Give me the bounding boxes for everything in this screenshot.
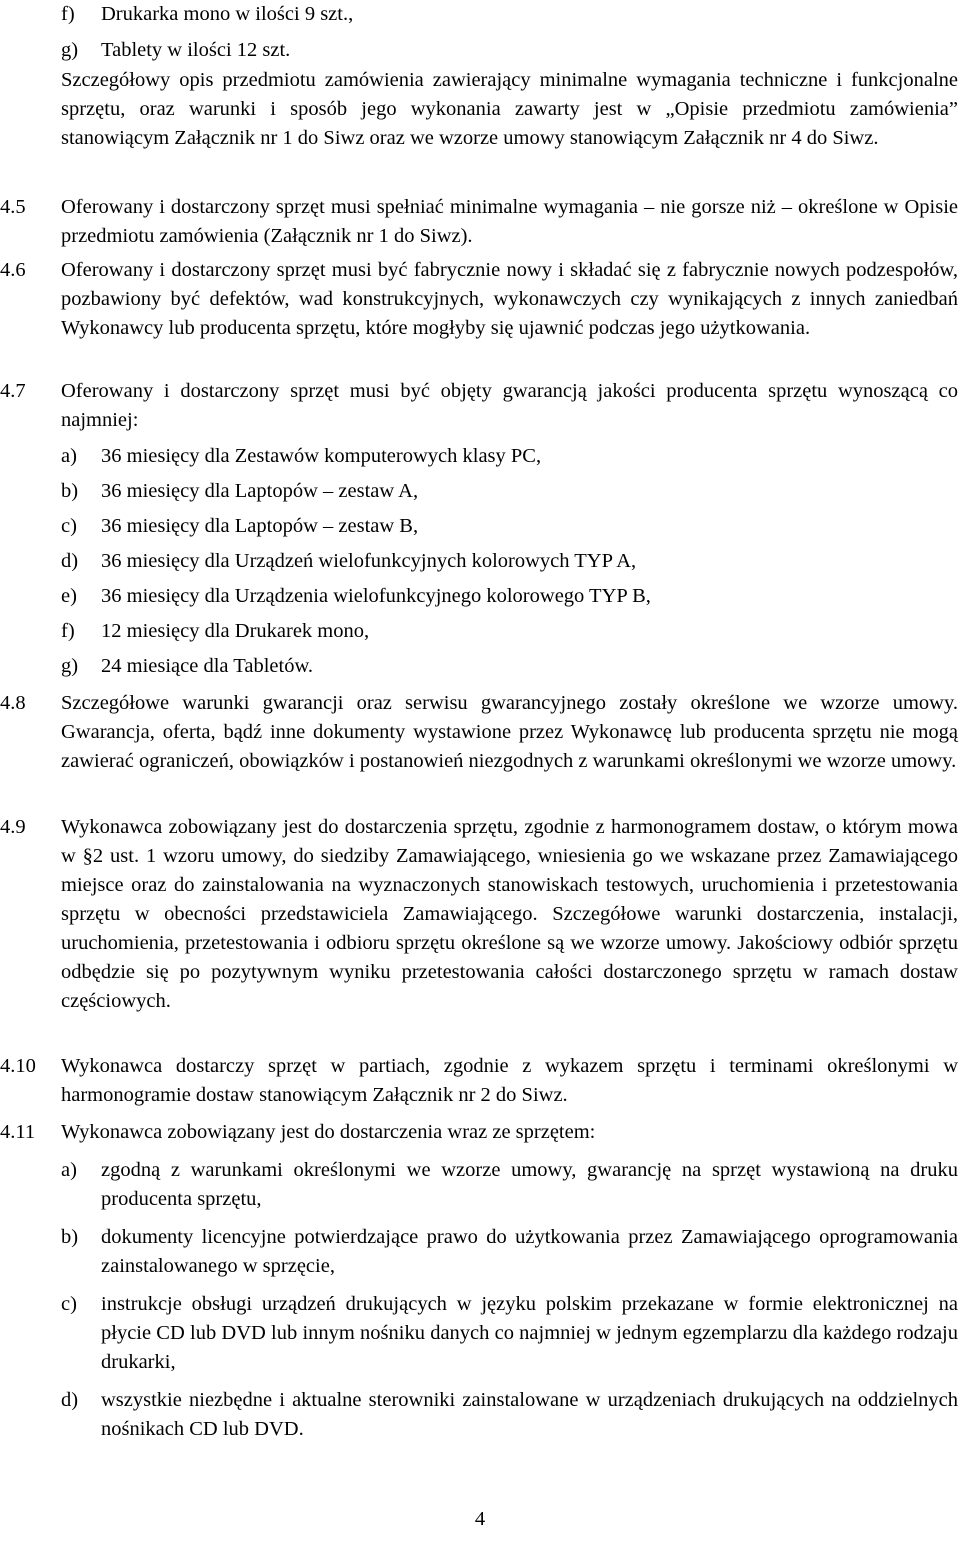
item-text: dokumenty licencyjne potwierdzające prawo do użytkowania przez Zamawiającego oprogramowania zainstalowanego w sprzęcie, <box>101 1226 958 1277</box>
item-text: 36 miesięcy dla Laptopów – zestaw A, <box>101 480 419 502</box>
intro-paragraph <box>0 66 958 153</box>
section-text: Wykonawca zobowiązany jest do dostarczenia sprzętu, zgodnie z harmonogramem dostaw, o którym mowa w §2 ust. 1 wzoru umowy, do siedziby Zamawiającego, wniesienia go we wskazane przez Zamawiającego miejsce oraz do zainstalowania na wyznaczonych stanowiskach testowych, uruchomienia i przetestowania sprzętu w obecności przedstawiciela Zamawiającego. Szczegółowe warunki dostarczenia, instalacji, uruchomienia, przetestowania i odbioru sprzętu określone są we wzorze umowy. Jakościowy odbiór sprzętu odbędzie się po pozytywnym wyniku przetestowania całości dostarczonego sprzętu w ramach dostaw częściowych. <box>61 816 958 1012</box>
item-letter: d) <box>61 1389 79 1411</box>
list-item <box>61 36 958 65</box>
list-item <box>61 1386 958 1444</box>
list-item <box>61 1156 958 1214</box>
list-item <box>61 652 958 681</box>
section-4-8 <box>0 689 958 776</box>
section-4-9 <box>0 813 958 1016</box>
intro-text: Szczegółowy opis przedmiotu zamówienia zawierający minimalne wymagania techniczne i funkcjonalne sprzętu, oraz warunki i sposób jego wykonania zawarty jest w „Opisie przedmiotu zamówienia” stanowiącym Załącznik nr 1 do Siwz oraz we wzorze umowy stanowiącym Załącznik nr 4 do Siwz. <box>61 69 958 149</box>
item-letter: b) <box>61 1226 79 1248</box>
list-item <box>61 1290 958 1377</box>
item-text: zgodną z warunkami określonymi we wzorze umowy, gwarancję na sprzęt wystawioną na druku producenta sprzętu, <box>101 1159 958 1210</box>
section-number: 4.10 <box>0 1055 36 1077</box>
item-text: 36 miesięcy dla Laptopów – zestaw B, <box>101 515 419 537</box>
section-4-11 <box>0 1118 958 1444</box>
section-number: 4.7 <box>0 380 26 402</box>
item-letter: e) <box>61 585 77 607</box>
item-text: Drukarka mono w ilości 9 szt., <box>101 3 354 25</box>
item-letter: f) <box>61 620 75 642</box>
item-letter: a) <box>61 445 77 467</box>
deliverables-list <box>61 1156 958 1444</box>
item-letter: c) <box>61 515 77 537</box>
section-number: 4.6 <box>0 259 26 281</box>
section-text: Wykonawca zobowiązany jest do dostarczenia wraz ze sprzętem: <box>61 1121 596 1143</box>
list-item <box>61 477 958 506</box>
item-letter: g) <box>61 39 79 61</box>
item-letter: g) <box>61 655 79 677</box>
item-letter: a) <box>61 1159 77 1181</box>
list-item <box>61 442 958 471</box>
section-text: Oferowany i dostarczony sprzęt musi być fabrycznie nowy i składać się z fabrycznie nowych podzespołów, pozbawiony być defektów, wad konstrukcyjnych, wykonawczych czy wynikających z innych zaniedbań Wykonawcy lub producenta sprzętu, które mogłyby się ujawnić podczas jego użytkowania. <box>61 259 958 339</box>
section-number: 4.11 <box>0 1121 36 1143</box>
item-text: instrukcje obsługi urządzeń drukujących w języku polskim przekazane w formie elektronicznej na płycie CD lub DVD lub innym nośniku danych co najmniej w jednym egzemplarzu dla każdego rodzaju drukarki, <box>101 1293 958 1373</box>
page-number: 4 <box>474 1508 486 1530</box>
list-item <box>61 512 958 541</box>
section-4-10 <box>0 1052 958 1110</box>
list-item <box>61 582 958 611</box>
item-text: 12 miesięcy dla Drukarek mono, <box>101 620 370 642</box>
section-number: 4.5 <box>0 196 26 218</box>
item-text: 36 miesięcy dla Urządzeń wielofunkcyjnych kolorowych TYP A, <box>101 550 637 572</box>
section-4-7 <box>0 377 958 681</box>
item-text: 36 miesięcy dla Zestawów komputerowych klasy PC, <box>101 445 542 467</box>
item-text: 36 miesięcy dla Urządzenia wielofunkcyjnego kolorowego TYP B, <box>101 585 651 607</box>
item-text: 24 miesiące dla Tabletów. <box>101 655 314 677</box>
item-letter: d) <box>61 550 79 572</box>
item-letter: f) <box>61 3 75 25</box>
section-text: Oferowany i dostarczony sprzęt musi spełniać minimalne wymagania – nie gorsze niż – określone w Opisie przedmiotu zamówienia (Załącznik nr 1 do Siwz). <box>61 196 958 247</box>
item-letter: c) <box>61 1293 77 1315</box>
list-item <box>61 0 958 29</box>
warranty-list <box>61 442 958 681</box>
list-item <box>61 547 958 576</box>
item-text: wszystkie niezbędne i aktualne sterowniki zainstalowane w urządzeniach drukujących na oddzielnych nośnikach CD lub DVD. <box>101 1389 958 1440</box>
list-item <box>61 1223 958 1281</box>
section-number: 4.8 <box>0 692 26 714</box>
section-number: 4.9 <box>0 816 26 838</box>
item-letter: b) <box>61 480 79 502</box>
section-text: Szczegółowe warunki gwarancji oraz serwisu gwarancyjnego zostały określone we wzorze umowy. Gwarancja, oferta, bądź inne dokumenty wystawione przez Wykonawcę lub producenta sprzętu nie mogą zawierać ograniczeń, obowiązków i postanowień niezgodnych z warunkami określonymi we wzorze umowy. <box>61 692 958 772</box>
section-4-5 <box>0 193 958 251</box>
section-text: Wykonawca dostarczy sprzęt w partiach, zgodnie z wykazem sprzętu i terminami określonymi w harmonogramie dostaw stanowiącym Załącznik nr 2 do Siwz. <box>61 1055 958 1106</box>
section-4-6 <box>0 256 958 343</box>
list-item <box>61 617 958 646</box>
top-list <box>0 0 958 65</box>
item-text: Tablety w ilości 12 szt. <box>101 39 291 61</box>
section-text: Oferowany i dostarczony sprzęt musi być objęty gwarancją jakości producenta sprzętu wynoszącą co najmniej: <box>61 380 958 431</box>
